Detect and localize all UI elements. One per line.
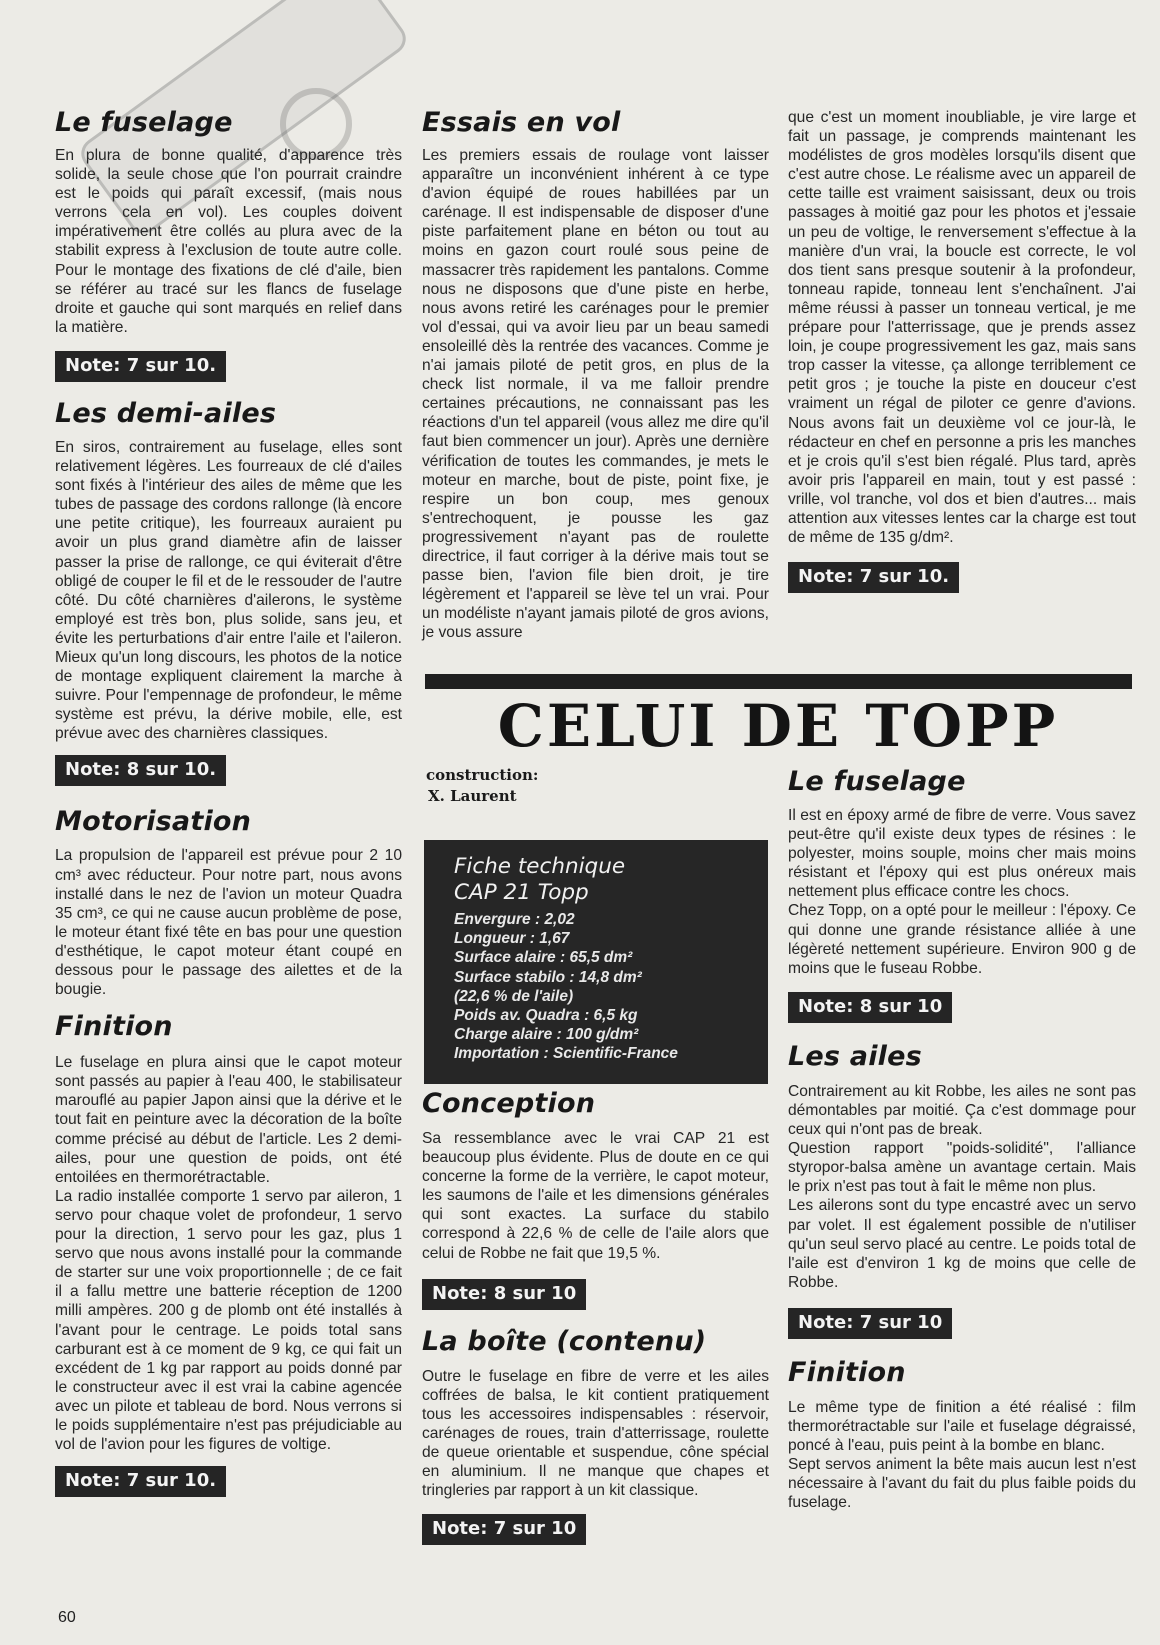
column-right-bottom [788, 766, 1136, 1512]
spec-row: Surface alaire : 65,5 dm² [454, 949, 633, 967]
note-badge: Note: 7 sur 10 [788, 1308, 952, 1339]
text-fuselage-topp: Il est en époxy armé de fibre de verre. Vous savez peut-être qu'il existe deux types de résines : le polyester, moins souple, moins cher mais moins résistant et l'époxy qui est plus onéreux mais nettement plus efficace contre les chocs. Chez Topp, on a opté pour le meilleur : l'époxy. Ce qui donne une grande résistance alliée à une légèreté nettement supérieure. Environ 900 g de moins que le fuseau Robbe. [788, 807, 1136, 977]
section-rule [425, 674, 1132, 689]
article-title: CELUI DE TOPP [497, 692, 1059, 760]
note-badge: Note: 7 sur 10. [55, 351, 226, 382]
heading-demi-ailes: Les demi-ailes [55, 397, 277, 429]
spec-box [424, 840, 768, 1084]
page-number: 60 [58, 1609, 76, 1626]
spec-row: Envergure : 2,02 [454, 911, 575, 928]
note-badge: Note: 8 sur 10 [422, 1279, 586, 1310]
spec-row: Surface stabilo : 14,8 dm² [454, 968, 642, 986]
heading-les-ailes: Les ailes [788, 1040, 922, 1072]
text-fuselage: En plura de bonne qualité, d'apparence très solide, la seule chose que l'on pourrait craindre est le poids qui paraît excessif, (mais nous verrons cela en vol). Les couples doivent impérativement être collés au plura avec de la stabilit express à l'exclusion de toute autre colle. Pour le montage des fixations de clé d'aile, bien se référer au tracé sur les flancs de fuselage droite et gauche qui sont marqués en relief dans la matière. [55, 147, 402, 336]
note-badge: Note: 7 sur 10. [788, 562, 959, 593]
text-essais-en-vol: Les premiers essais de roulage vont laisser apparaître un inconvénient inhérent à ce type d'avion équipé de roues habillées par un carénage. Il est indispensable de disposer d'une piste parfaitement plane en béton ou tout au moins en gazon court roulé sous peine de massacrer très rapidement les pantalons. Comme nous ne disposons que d'une piste en herbe, nous avons retiré les carénages pour le premier vol d'essai, qui va avoir lieu par un beau samedi ensoleillé dès la rentrée des vacances. Comme je n'ai jamais piloté de petit gros, en plus de la check list normale, il va me falloir prendre certaines précautions, ne connaissant pas les réactions d'un tel appareil (vous allez me dire qu'il faut bien commencer un jour). Après une dernière vérification de toutes les commandes, je mets le moteur en marche, bout de piste, point fixe, je respire un bon coup, mes genoux s'entrechoquent, je pousse les gaz progressivement n'ayant pas de roulette directrice, il faut corriger à la dérive mais tout se passe bien, l'avion file bien droit, je tire légèrement et l'appareil se lève tel un vrai. Pour un modéliste n'ayant jamais piloté de gros avions, je vous assure [422, 147, 769, 642]
text-finition: Le fuselage en plura ainsi que le capot moteur sont passés au papier à l'eau 400, le stabilisateur marouflé au papier Japon ainsi que la dérive et le tout fait en peinture avec la décoration de la boîte comme précisé au début de l'article. Les 2 demi-ailes, pour une question de poids, ont été entoilées en thermorétractable. La radio installée comporte 1 servo par aileron, 1 servo pour chaque volet de profondeur, 1 servo pour la direction, 1 servo pour les gaz, plus 1 servo que nous avons installé pour la commande de starter sur une voix proportionnelle ; de ce fait il a fallu mettre une batterie réception de 1200 milli ampères. 200 g de plomb ont été installés à l'avant pour le centrage. Le poids total sans carburant est à ce moment de 9 kg, ce qui fait un excédent de 1 kg par rapport au poids donné par le constructeur avec il est vrai la cabine agencée avec un pilote et tableau de bord. Nous verrons si le poids supplémentaire n'est pas préjudiciable au vol de l'avion pour les figures de voltige. [55, 1054, 402, 1454]
spec-row: (22,6 % de l'aile) [454, 987, 574, 1005]
heading-fuselage-topp: Le fuselage [788, 766, 966, 797]
spec-subtitle: CAP 21 Topp [454, 880, 589, 905]
column-right-top [788, 108, 1136, 593]
heading-essais-en-vol: Essais en vol [422, 107, 621, 138]
text-essais-suite: que c'est un moment inoubliable, je vire large et fait un passage, je comprends maintenant les modélistes de gros modèles lorsqu'ils disent que c'est autre chose. Le réalisme avec un appareil de cette taille est vraiment saisissant, deux ou trois passages à moitié gaz pour les photos et j'essaie un peu de voltige, le renversement s'effectue à la manière d'un vrai, la boucle est correcte, le vol dos tient sans presque soutenir à la profondeur, tonneau rapide, tonneau lent s'enchaînent. J'ai même réussi à passer un tonneau vertical, je me prépare pour l'atterrissage, que je prends assez loin, je coupe progressivement les gaz, mais sans trop casser la vitesse, ça allonge terriblement ce petit gros ; je touche la piste en douceur c'est vraiment un régal de piloter ce genre d'avions. Nous avons fait un deuxième vol ce jour-là, le rédacteur en chef en personne a pris les manches et je crois qu'il s'est bien régalé. Plus tard, après avoir pris l'appareil en main, tout y est passé : vrille, vol tranche, vol dos et bien d'autres... mais attention aux vitesses lentes car la charge est tout de même de 135 g/dm². [788, 109, 1136, 547]
construction-name: X. Laurent [428, 787, 517, 805]
text-demi-ailes: En siros, contrairement au fuselage, elles sont relativement légères. Les fourreaux de clé d'ailes sont fixés à l'intérieur des ailes de même que les tubes de passage des cordons rallonge (là encore une petite critique), les fourreaux auraient pu avoir un plus grand diamètre afin de laisser passer la prise de rallonge, ce qui éviterait d'être obligé de couper le fil et de le ressouder de l'autre côté. Du côté charnières d'ailerons, le système employé est très bon, plus solide, sans jeu, et évite les perturbations d'air entre l'aile et l'aileron. Mieux qu'un long discours, les photos de la notice de montage expliquent clairement la marche à suivre. Pour l'empennage de profondeur, le même système est prévu, la dérive mobile, elle, est prévue avec des charnières classiques. [55, 438, 402, 743]
note-badge: Note: 8 sur 10. [55, 755, 226, 786]
text-motorisation: La propulsion de l'appareil est prévue pour 2 10 cm³ avec réducteur. Pour notre part, nous avons installé dans le nez de l'avion un moteur Quadra 35 cm³, ce qui ne cause aucun problème de pose, le moteur étant fixé tête en bas pour une question d'esthétique, le capot moteur étant coupé en dessous pour le passage des ailettes et de la bougie. [55, 847, 402, 999]
text-conception: Sa ressemblance avec le vrai CAP 21 est beaucoup plus évidente. Plus de doute en ce qui concerne la forme de la verrière, le capot moteur, les saumons de l'aile et les dimensions générales qui sont exactes. La surface du stabilo correspond à 22,6 % de celle de l'aile alors que celui de Robbe ne fait que 19,5 %. [422, 1130, 769, 1262]
heading-motorisation: Motorisation [55, 806, 252, 838]
spec-row: Importation : Scientific-France [454, 1045, 678, 1063]
construction-label: construction: [426, 766, 539, 784]
heading-conception: Conception [422, 1088, 596, 1119]
column-middle-bottom [422, 1088, 769, 1545]
note-badge: Note: 7 sur 10. [55, 1466, 226, 1497]
note-badge: Note: 8 sur 10 [788, 992, 952, 1023]
text-les-ailes: Contrairement au kit Robbe, les ailes ne sont pas démontables par moitié. Ça c'est dommage pour ceux qui n'ont pas de break. Question rapport "poids-solidité", l'alliance styropor-balsa amène un avantage certain. Mais le prix n'est pas tout à fait le même non plus. Les ailerons sont du type encastré avec un servo par volet. Il est également possible de n'utiliser qu'un seul servo placé au centre. Le poids total de l'aile est d'environ 1 kg de moins que celle de Robbe. [788, 1082, 1136, 1291]
spec-row: Charge alaire : 100 g/dm² [454, 1026, 639, 1044]
spec-row: Longueur : 1,67 [454, 930, 570, 948]
heading-fuselage: Le fuselage [55, 107, 233, 138]
heading-boite-contenu: La boîte (contenu) [422, 1325, 707, 1357]
construction-credit [426, 765, 538, 807]
spec-row: Poids av. Quadra : 6,5 kg [454, 1007, 638, 1025]
column-middle-top [422, 107, 769, 642]
column-left [55, 107, 402, 1497]
heading-finition-topp: Finition [788, 1356, 906, 1388]
text-finition-topp: Le même type de finition a été réalisé : film thermorétractable sur l'aile et fuselage dégraissé, poncé à l'eau, puis peint à la bombe en blanc. Sept servos animent la bête mais aucun lest n'est nécessaire à l'avant du fait du plus faible poids du fuselage. [788, 1398, 1136, 1512]
heading-finition: Finition [55, 1011, 173, 1043]
text-boite-contenu: Outre le fuselage en fibre de verre et les ailes coffrées de balsa, le kit contient pratiquement tous les accessoires indispensables : réservoir, carénages de roues, train d'atterrissage, roulette de queue orientable et suspendue, cône spécial en aluminium. Il ne manque que chapes et tringleries par rapport à un kit classique. [422, 1367, 769, 1500]
spec-title: Fiche technique [454, 854, 626, 879]
note-badge: Note: 7 sur 10 [422, 1514, 586, 1545]
